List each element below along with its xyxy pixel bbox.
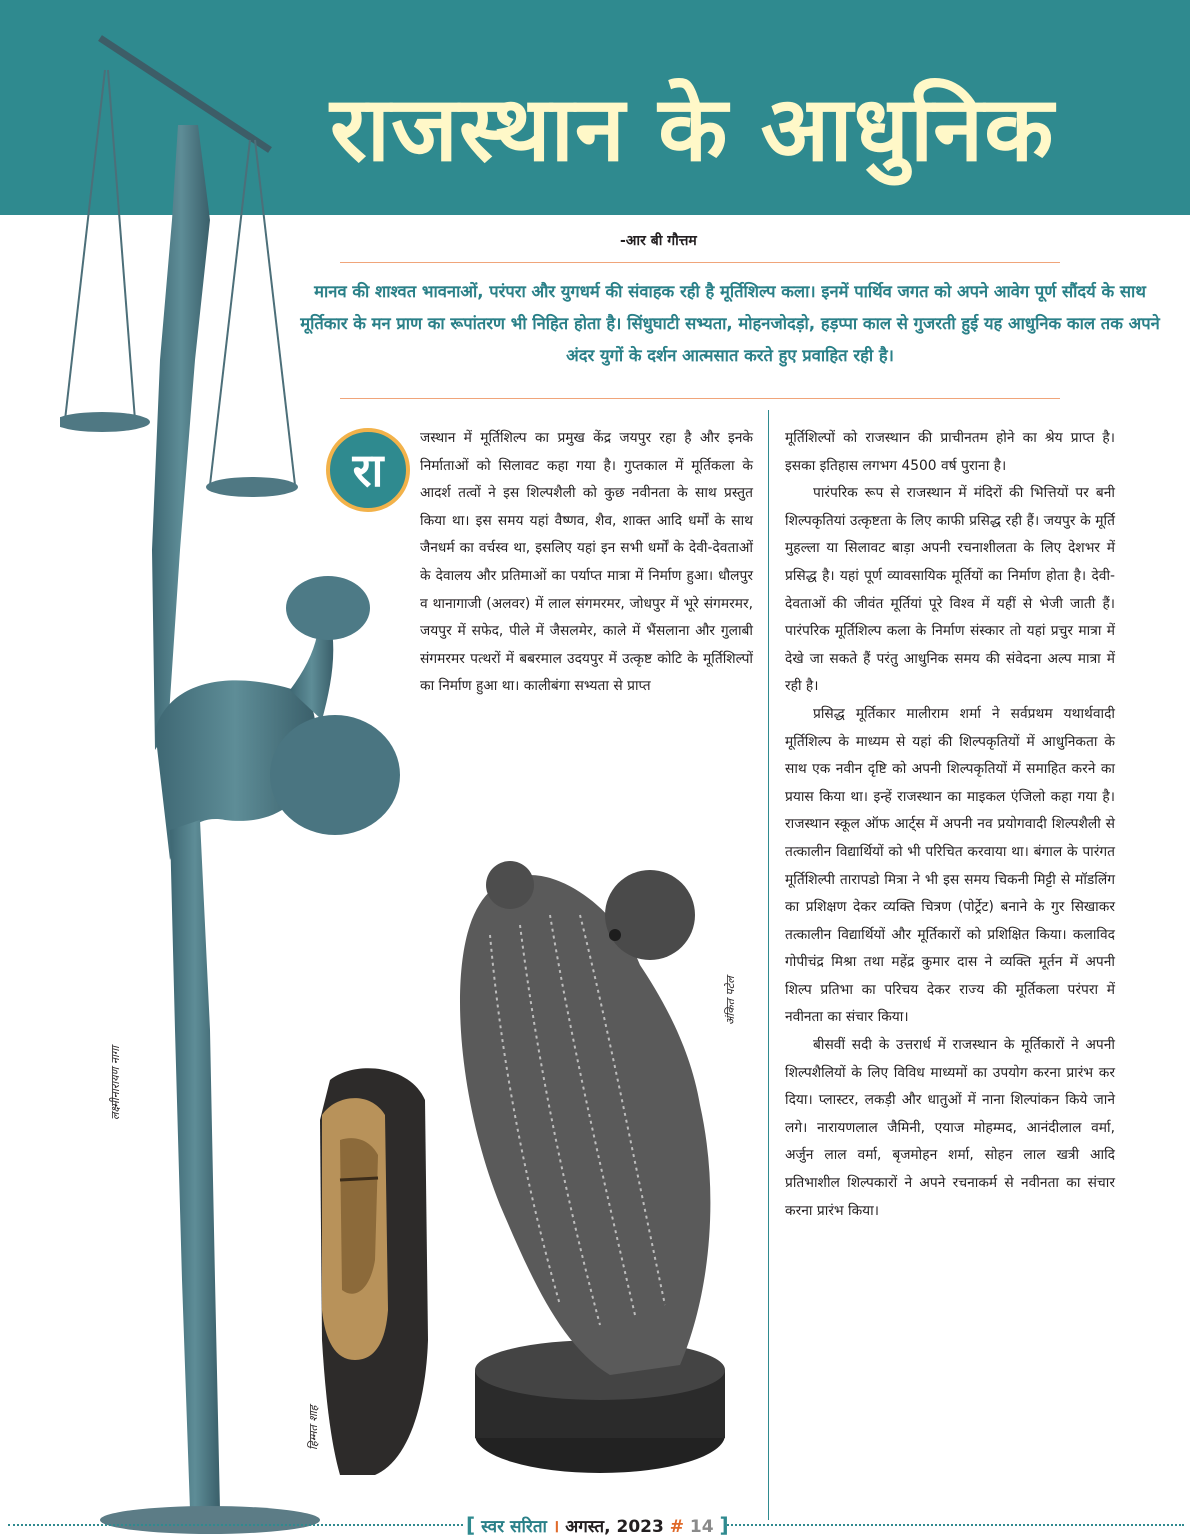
paragraph: प्रसिद्ध मूर्तिकार मालीराम शर्मा ने सर्वप्रथम यथार्थवादी मूर्तिशिल्प के माध्यम से यहां की शिल्पकृतियों में आधुनिकता के साथ एक नवीन दृष्टि को अपनी शिल्पकृतियों में समाहित करने का प्रयास किया था। इन्हें राजस्थान का माइकल एंजिलो कहा गया है। राजस्थान स्कूल ऑफ आर्ट्स में अपनी नव प्रयोगवादी शिल्पशैली से तत्कालीन विद्यार्थियों को भी परिचित करवाया था। बंगाल के पारंगत मूर्तिशिल्पी तारापडो मित्रा ने भी इस समय चिकनी मिट्टी से मॉडलिंग का प्रशिक्षण देकर व्यक्ति चित्रण (पोर्ट्रेट) बनाने के गुर सिखाकर तत्कालीन विद्यार्थियों और मूर्तिकारों को प्रशिक्षित किया। कलाविद गोपीचंद्र मिश्रा तथा महेंद्र कुमार दास ने व्यक्ति मूर्तन में अपनी शिल्प प्रतिभा का परिचय देकर राज्य की मूर्तिकला परंपरा में नवीनता का संचार किया।: [785, 705, 1115, 1026]
divider-top: [340, 262, 1060, 263]
paragraph: जस्थान में मूर्तिशिल्प का प्रमुख केंद्र जयपुर रहा है और इनके निर्माताओं को सिलावट कहा गया है। गुप्तकाल में मूर्तिकला के आदर्श तत्वों ने इस शिल्पशैली को कुछ नवीनता के साथ प्रस्तुत किया था। इस समय यहां वैष्णव, शैव, शाक्त आदि धर्मों के साथ जैनधर्म का वर्चस्व था, इसलिए यहां इन सभी धर्मों के देवी-देवताओं के देवालय और प्रतिमाओं का पर्याप्त मात्रा में निर्माण हुआ। धौलपुर व थानागाजी (अलवर) में लाल संगमरमर, जोधपुर में भूरे संगमरमर, जयपुर में सफेद, पीले में जैसलमेर, काले में भैंसलाना और गुलाबी संगमरमर पत्थरों में बबरमाल उदयपुर में उत्कृष्ट कोटि के मूर्तिशिल्पों का निर्माण हुआ था। कालीबंगा सभ्यता से प्राप्त: [420, 430, 753, 695]
footer-separator: ।: [552, 1517, 560, 1537]
intro-paragraph: मानव की शाश्वत भावनाओं, परंपरा और युगधर्म की संवाहक रही है मूर्तिशिल्प कला। इनमें पार्थिव जगत को अपने आवेग पूर्ण सौंदर्य के साथ मूर्तिकार के मन प्राण का रूपांतरण भी निहित होता है। सिंधुघाटी सभ्यता, मोहनजोदड़ो, हड़प्पा काल से गुजरती हुई यह आधुनिक काल तक अपने अंदर युगों के दर्शन आत्मसात करते हुए प्रवाहित रही है।: [300, 282, 1160, 365]
hash-symbol: #: [669, 1517, 684, 1537]
article-column-right: [785, 425, 1115, 1525]
sculpture-head-bronze: [410, 845, 740, 1485]
photo-credit: अंकित पटेल: [724, 976, 737, 1025]
photo-credit: लक्ष्मीनारायण नागा: [109, 1046, 122, 1120]
page-footer: [0, 1508, 1190, 1540]
paragraph: मूर्तिशिल्पों को राजस्थान की प्राचीनतम होने का श्रेय प्राप्त है। इसका इतिहास लगभग 4500 वर्ष पुराना है।: [785, 430, 1115, 474]
magazine-name: स्वर सरिता: [481, 1517, 547, 1537]
author-byline: -आर बी गौत्तम: [620, 233, 697, 249]
divider-bottom: [340, 398, 1060, 399]
paragraph: बीसवीं सदी के उत्तरार्ध में राजस्थान के मूर्तिकारों ने अपनी शिल्पशैलियों के लिए विविध माध्यमों का उपयोग करना प्रारंभ कर दिया। प्लास्टर, लकड़ी और धातुओं में नाना शिल्पांकन किये जाने लगे। नारायणलाल जैमिनी, एयाज मोहम्मद, आनंदीलाल वर्मा, अर्जुन लाल वर्मा, बृजमोहन शर्मा, सोहन लाल खत्री आदि प्रतिभाशील शिल्पकारों ने अपने रचनाकर्म से नवीनता का संचार करना प्रारंभ किया।: [785, 1037, 1115, 1219]
issue-date: अगस्त, 2023: [565, 1517, 664, 1537]
footer-label: [ स्वर सरिता । अगस्त, 2023 # 14 ]: [466, 1513, 729, 1537]
footer-dotted-line: [8, 1524, 463, 1526]
drop-cap: रा: [326, 428, 410, 512]
paragraph: पारंपरिक रूप से राजस्थान में मंदिरों की भित्तियों पर बनी शिल्पकृतियां उत्कृष्टता के लिए काफी प्रसिद्ध रही हैं। जयपुर के मूर्ति मुहल्ला या सिलावट बाड़ा अपनी रचनाशीलता के लिए देशभर में प्रसिद्ध है। यहां पूर्ण व्यावसायिक मूर्तियों का निर्माण होता है। देवी-देवताओं की जीवंत मूर्तियां पूरे विश्व में यहीं से भेजी जाती हैं। पारंपरिक मूर्तिशिल्प कला के निर्माण संस्कार तो यहां प्रचुर मात्रा में देखे जा सकते हैं परंतु आधुनिक समय की संवेदना अल्प मात्रा में रही है।: [785, 485, 1115, 695]
photo-credit: हिम्मत शाह: [307, 1405, 320, 1450]
column-divider: [768, 410, 769, 1520]
footer-dotted-line: [724, 1524, 1184, 1526]
page-title: राजस्थान के आधुनिक: [330, 77, 1055, 182]
article-column-left: [420, 425, 753, 835]
page-number: 14: [689, 1517, 714, 1537]
